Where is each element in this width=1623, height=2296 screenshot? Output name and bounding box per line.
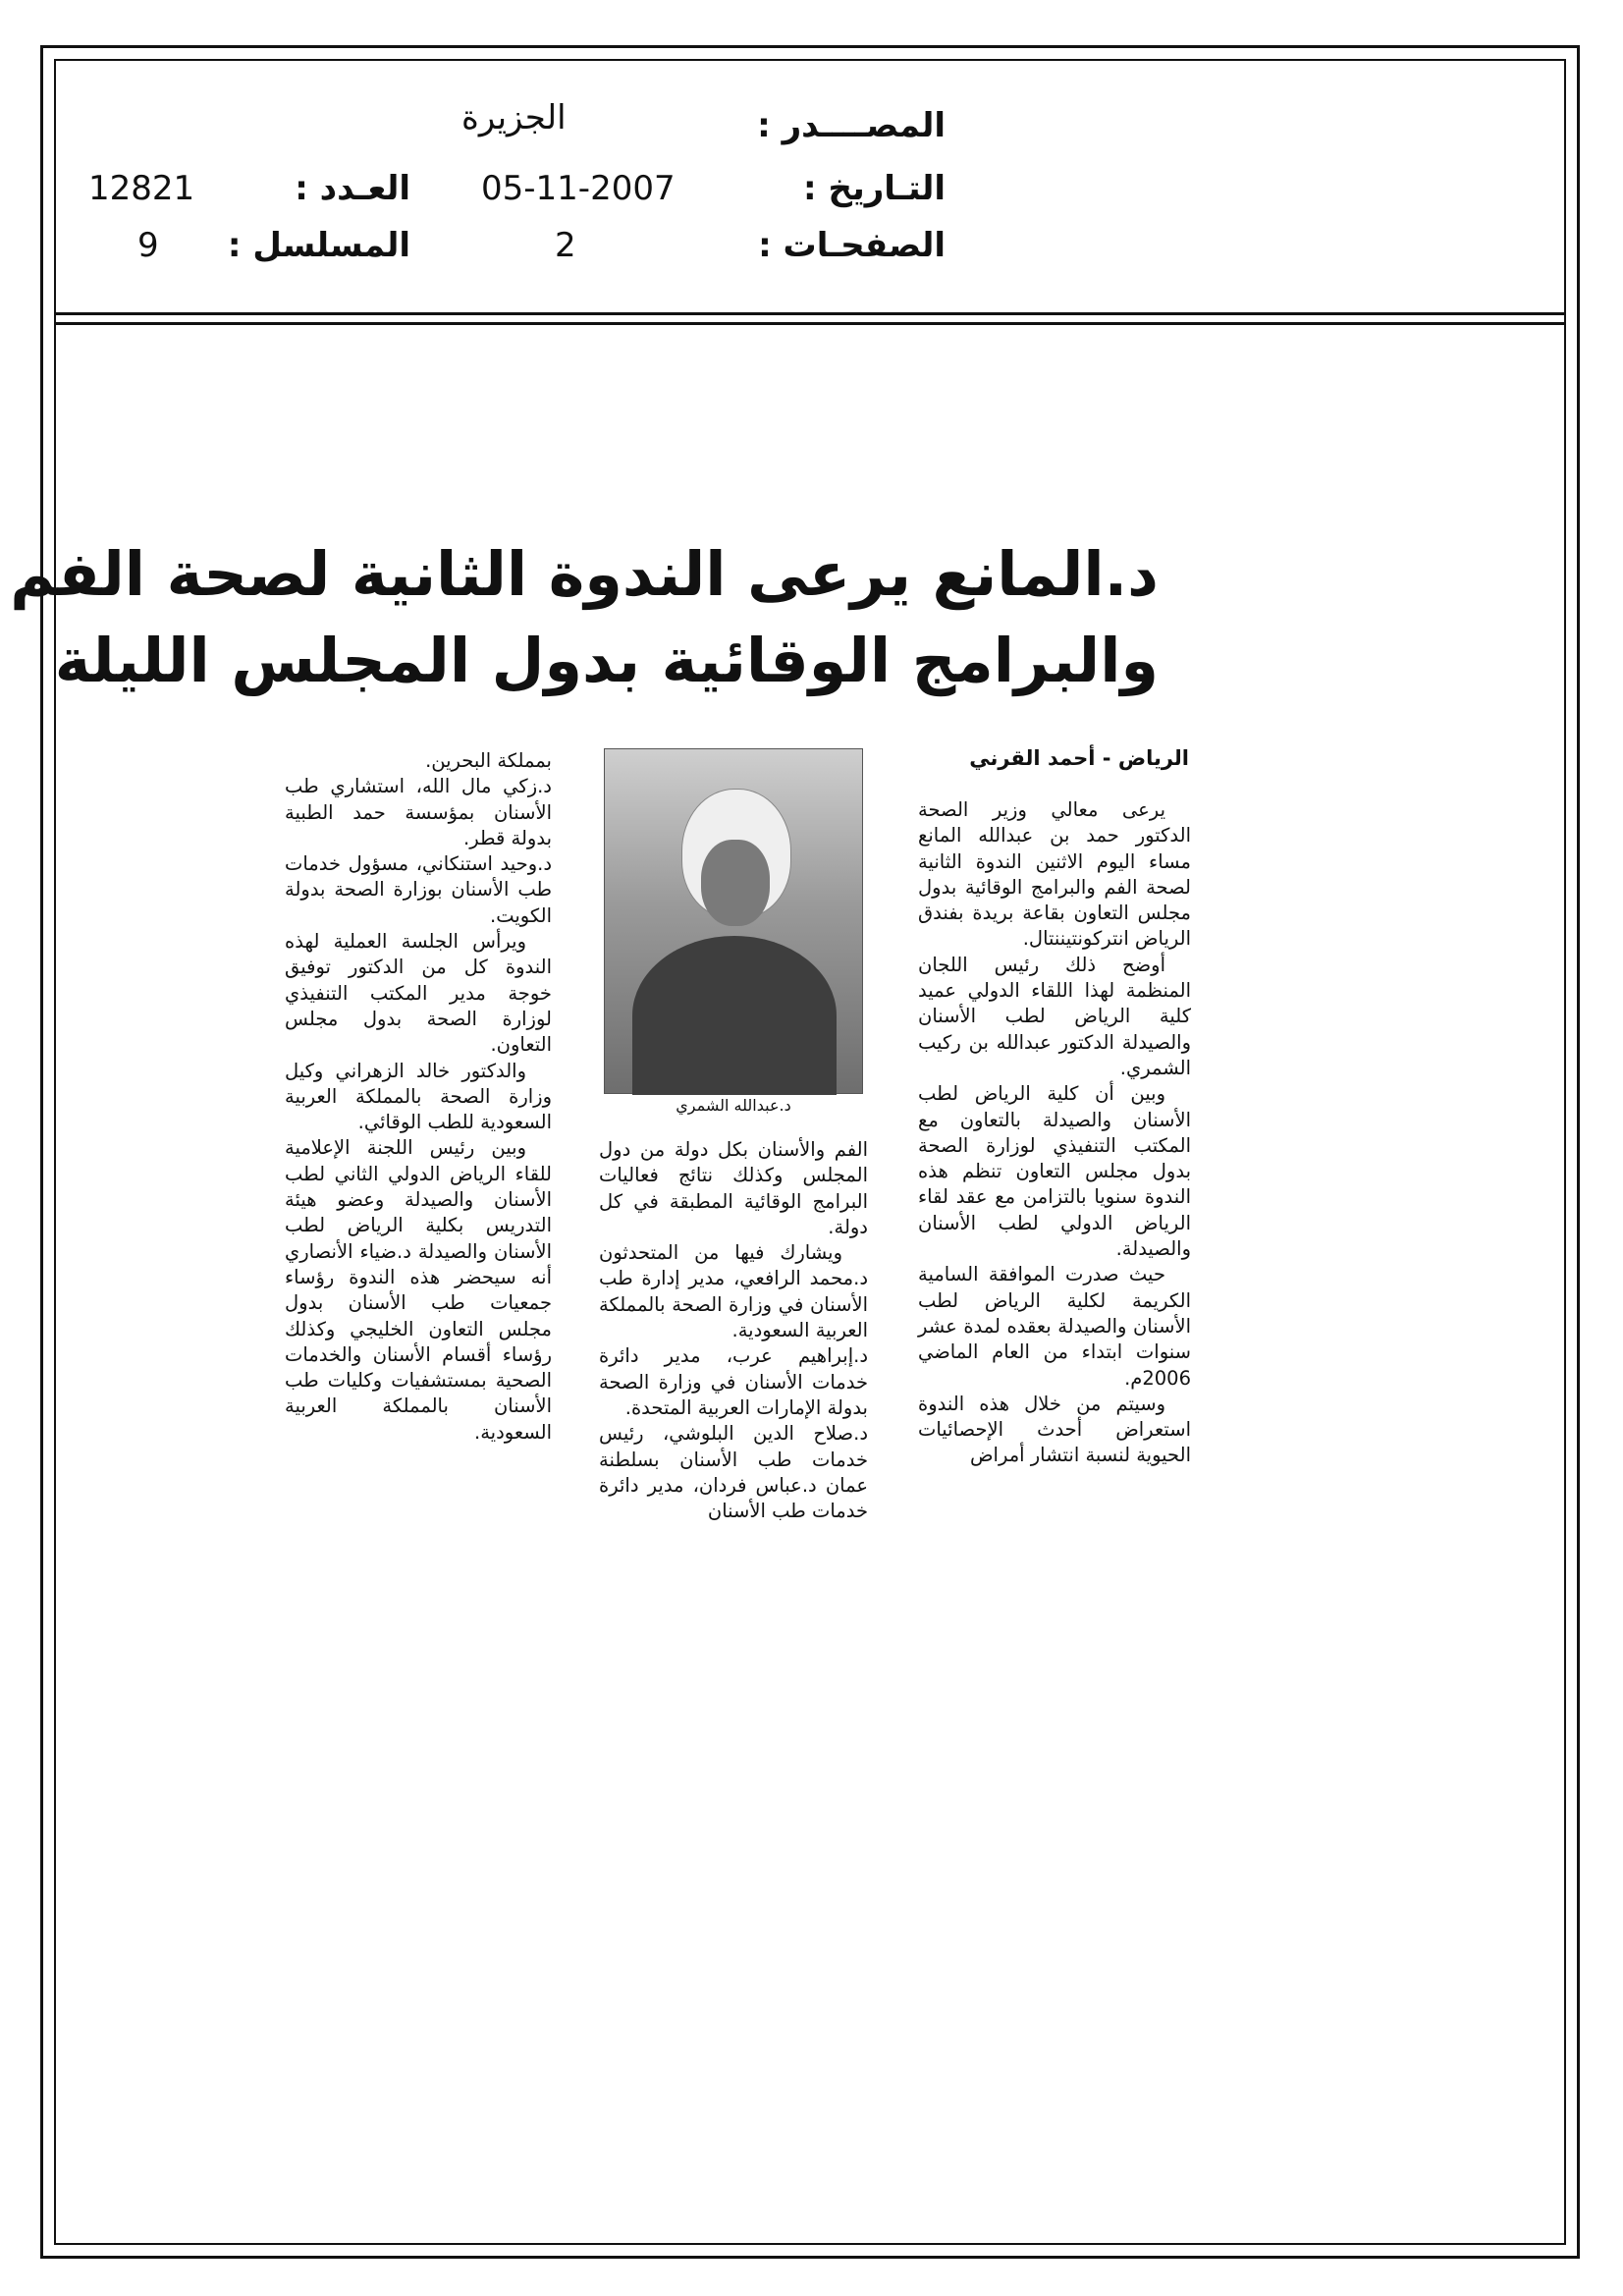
paragraph: الفم والأسنان بكل دولة من دول المجلس وكذلك نتائج فعاليات البرامج الوقائية المطبقة في كل دولة. [599,1138,868,1238]
source-value: الجزيرة [461,98,567,137]
paragraph: وبين رئيس اللجنة الإعلامية للقاء الرياض الدولي الثاني لطب الأسنان والصيدلة وعضو هيئة التدريس بكلية الرياض لطب الأسنان والصيدلة د.ضياء الأنصاري أنه سيحضر هذه الندوة رؤساء جمعيات طب الأسنان بدول مجلس التعاون الخليجي وكذلك رؤساء أقسام الأسنان والخدمات الصحية بمستشفيات وكليات طب الأسنان بالمملكة العربية السعودية. [285,1136,552,1444]
issue-value: 12821 [88,169,195,208]
date-value: 05-11-2007 [481,169,676,208]
article-column-middle [599,1137,868,1524]
paragraph: وسيتم من خلال هذه الندوة استعراض أحدث الإحصائيات الحيوية لنسبة انتشار أمراض [918,1392,1191,1467]
date-label: التـاريخ : [803,169,946,208]
paragraph: ويرأس الجلسة العملية لهذه الندوة كل من الدكتور توفيق خوجة مدير المكتب التنفيذي لوزارة الصحة بدول مجلس التعاون. [285,930,552,1057]
paragraph: د.زكي مال الله، استشاري طب الأسنان بمؤسسة حمد الطبية بدولة قطر. [285,775,552,849]
author-photo [604,748,863,1094]
serial-value: 9 [137,226,159,265]
article-headline-line2: والبرامج الوقائية بدول المجلس الليلة [54,625,1159,696]
article-headline-line1: د.المانع يرعى الندوة الثانية لصحة الفم [10,538,1159,610]
pages-label: الصفحـات : [758,226,946,265]
header-divider-top [54,312,1566,315]
photo-body-shape [632,936,837,1095]
photo-caption: د.عبدالله الشمري [676,1096,791,1115]
paragraph: والدكتور خالد الزهراني وكيل وزارة الصحة بالمملكة العربية السعودية للطب الوقائي. [285,1059,552,1134]
paragraph: ويشارك فيها من المتحدثون د.محمد الرافعي، مدير إدارة طب الأسنان في وزارة الصحة بالمملكة العربية السعودية. [599,1241,868,1342]
paragraph: وبين أن كلية الرياض لطب الأسنان والصيدلة بالتعاون مع المكتب التنفيذي لوزارة الصحة بدول مجلس التعاون تنظم هذه الندوة سنويا بالتزامن مع عقد لقاء الرياض الدولي لطب الأسنان والصيدلة. [918,1082,1191,1261]
paragraph: بمملكة البحرين. [425,749,552,772]
article-byline: الرياض - أحمد القرني [969,746,1189,770]
issue-label: العـدد : [295,169,410,208]
source-label: المصــــدر : [757,106,946,145]
pages-value: 2 [555,226,576,265]
header-divider-bottom [54,322,1566,325]
paragraph: يرعى معالي وزير الصحة الدكتور حمد بن عبدالله المانع مساء اليوم الاثنين الندوة الثانية لصحة الفم والبرامج الوقائية بدول مجلس التعاون بقاعة بريدة بفندق الرياض انتركونتيننتال. [918,798,1191,951]
paragraph: د.صلاح الدين البلوشي، رئيس خدمات طب الأسنان بسلطنة عمان د.عباس فردان، مدير دائرة خدمات طب الأسنان [599,1422,868,1523]
article-column-left [285,748,552,1446]
paragraph: أوضح ذلك رئيس اللجان المنظمة لهذا اللقاء الدولي عميد كلية الرياض لطب الأسنان والصيدلة الدكتور عبدالله بن ركيب الشمري. [918,953,1191,1079]
article-column-right [918,797,1191,1469]
paragraph: د.إبراهيم عرب، مدير دائرة خدمات الأسنان في وزارة الصحة بدولة الإمارات العربية المتحدة. [599,1344,868,1419]
serial-label: المسلسل : [227,226,410,265]
paragraph: حيث صدرت الموافقة السامية الكريمة لكلية الرياض لطب الأسنان والصيدلة بعقده لمدة عشر سنوات ابتداء من العام الماضي 2006م. [918,1263,1191,1390]
photo-face-shape [701,840,770,926]
paragraph: د.وحيد استنكاني، مسؤول خدمات طب الأسنان بوزارة الصحة بدولة الكويت. [285,852,552,927]
